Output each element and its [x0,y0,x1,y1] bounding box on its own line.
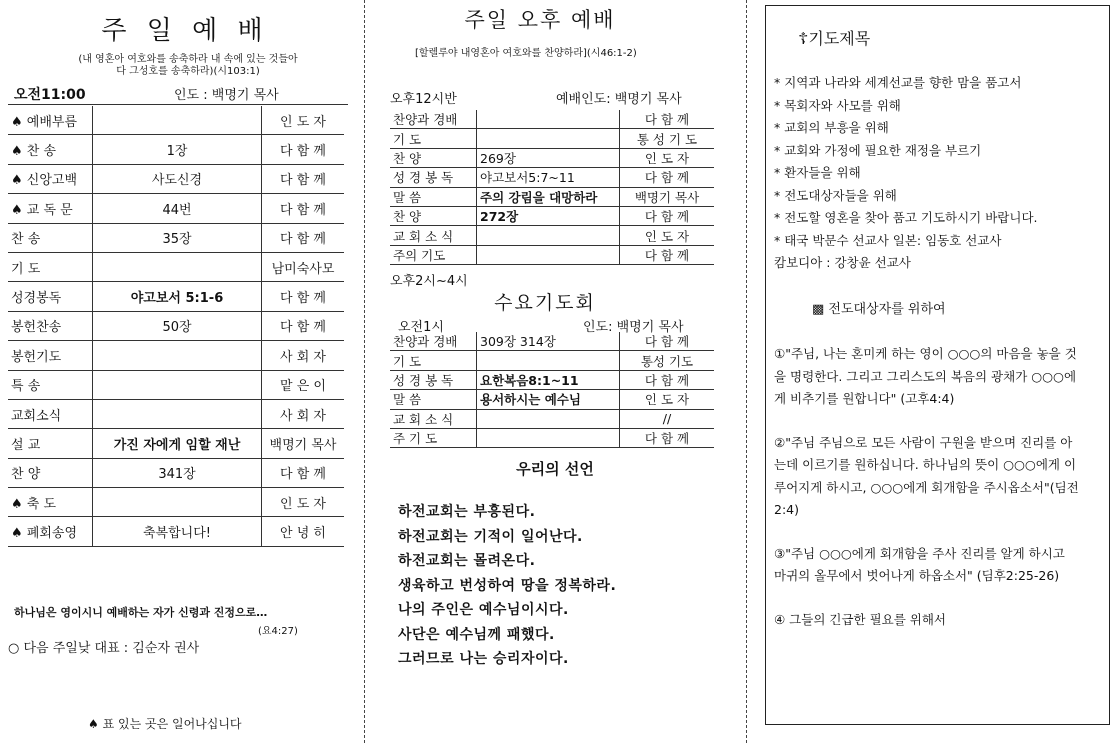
separator-2 [746,0,747,743]
order-by: 다 함 께 [262,282,345,311]
order-row [8,135,344,164]
order-row [390,245,714,264]
order-by: 사 회 자 [262,341,345,370]
order-item: ♠ 찬 송 [8,135,93,164]
order-content [93,488,262,517]
order-item: 교 회 소 식 [390,409,477,428]
order-by: 다 함 께 [620,245,715,264]
order-content: 가진 자에게 임할 재난 [93,429,262,458]
order-item: 교 회 소 식 [390,226,477,245]
evangelism-prayer: ②"주님 주님으로 모든 사람이 구원을 받으며 진리를 아는데 이르기를 원하십니다. 하나님의 뜻이 ○○○에게 이루어지게 하시고, ○○○에게 회개함을 주시옵소서"(딤전2:4) [774,434,1079,517]
left-time: 오전11:00 [14,87,86,103]
order-by: 다 함 께 [262,194,345,223]
order-row [8,488,344,517]
order-row [390,148,714,167]
order-item: 기 도 [8,252,93,281]
order-row [8,399,344,428]
order-by: 남미숙사모 [262,252,345,281]
order-row [8,311,344,340]
wed-order-table [390,332,714,448]
order-by: 통 성 기 도 [620,129,715,148]
order-by: 안 녕 히 [262,517,345,546]
order-row [8,370,344,399]
evangelism-prayer: ①"주님, 나는 혼미케 하는 영이 ○○○의 마음을 놓을 것을 명령한다. 그리고 그리스도의 복음의 광채가 ○○○에게 비추기를 원합니다" (고후4:4) [774,346,1077,406]
order-by: 사 회 자 [262,399,345,428]
order-item: 성경봉독 [8,282,93,311]
order-item: 주의 기도 [390,245,477,264]
declaration-line: 하전교회는 부흥된다. [398,504,536,520]
order-content: 축복합니다! [93,517,262,546]
order-by: 다 함 께 [262,311,345,340]
order-content [93,106,262,135]
order-row [390,409,714,428]
order-content: 50장 [93,311,262,340]
left-subtitle-2: 다 그성호를 송축하라)(시103:1) [116,66,260,77]
order-content: 사도신경 [93,164,262,193]
order-item: 주 기 도 [390,428,477,447]
order-content [477,351,620,370]
order-content: 272장 [477,206,620,225]
order-row [390,351,714,370]
order-item: 말 씀 [390,187,477,206]
order-item: 기 도 [390,351,477,370]
declarations-list [398,500,616,672]
prayer-item: * 전도할 영혼을 찾아 품고 기도하시기 바랍니다. [774,210,1038,225]
middle-time2: 오후2시~4시 [390,274,468,289]
middle-order-table [390,110,714,265]
order-by: 다 함 께 [620,428,715,447]
order-by: 인 도 자 [262,488,345,517]
order-row [8,429,344,458]
order-row [8,223,344,252]
order-content [93,399,262,428]
prayer-item: * 지역과 나라와 세계선교를 향한 맘을 품고서 [774,75,1022,90]
order-by: 다 함 께 [620,370,715,389]
order-item: 찬양과 경배 [390,110,477,129]
order-item: 찬 양 [390,206,477,225]
order-by: 인 도 자 [620,390,715,409]
declaration-line: 나의 주인은 예수님이시다. [398,602,569,618]
order-content: 주의 강림을 대망하라 [477,187,620,206]
order-row [8,458,344,487]
prayer-item: * 목회자와 사모를 위해 [774,97,901,113]
order-item: 봉헌기도 [8,341,93,370]
evangelism-heading: ▩ 전도대상자를 위하여 [812,302,946,317]
order-row [390,110,714,129]
left-order-table [8,106,344,547]
declaration-line: 하전교회는 기적이 일어난다. [398,528,583,545]
prayer-item: 캄보디아 : 강창윤 선교사 [774,255,911,270]
left-footnote: ♠ 표 있는 곳은 일어나십니다 [88,717,242,731]
left-next-rep: ○ 다음 주일낮 대표 : 김순자 권사 [8,641,200,656]
order-by: 백명기 목사 [262,429,345,458]
declaration-line: 그러므로 나는 승리자이다. [398,651,569,667]
order-item: 기 도 [390,129,477,148]
wed-title: 수요기도회 [494,292,596,314]
left-title: 주 일 예 배 [101,16,269,46]
order-row [390,129,714,148]
wed-leader: 인도: 백명기 목사 [583,320,684,335]
left-subtitle-1: (내 영혼아 여호와를 송축하라 내 속에 있는 것들아 [78,54,298,65]
decl-title: 우리의 선언 [516,460,594,478]
order-by: 인 도 자 [620,148,715,167]
order-by: 맡 은 이 [262,370,345,399]
order-row [390,390,714,409]
prayer-title: ☦기도제목 [798,29,871,48]
middle-title: 주일 오후 예배 [464,8,616,32]
order-row [390,428,714,447]
declaration-line: 사단은 예수님께 패했다. [398,626,555,643]
order-content: 341장 [93,458,262,487]
order-by: 인 도 자 [620,226,715,245]
order-content [477,428,620,447]
prayer-items [774,72,1104,275]
order-row [390,206,714,225]
order-content [477,226,620,245]
order-by: 다 함 께 [620,110,715,129]
order-row [8,341,344,370]
order-content [477,110,620,129]
order-content [477,409,620,428]
order-by: // [620,409,715,428]
order-content [477,129,620,148]
order-item: ♠ 교 독 문 [8,194,93,223]
middle-time: 오후12시반 [390,92,457,107]
order-content: 요한복음8:1~11 [477,370,620,389]
middle-leader: 예배인도: 백명기 목사 [556,92,682,107]
order-item: 찬 양 [390,148,477,167]
order-by: 백명기 목사 [620,187,715,206]
left-top-rule [8,104,348,105]
order-content [93,370,262,399]
order-content [93,252,262,281]
order-by: 다 함 께 [262,135,345,164]
order-by: 다 함 께 [262,223,345,252]
prayer-item: * 교회의 부흥을 위해 [774,120,889,135]
declaration-line: 하전교회는 몰려온다. [398,553,536,569]
order-row [390,187,714,206]
declaration-line: 생육하고 번성하여 땅을 정복하라. [398,577,617,594]
order-row [8,282,344,311]
middle-subtitle: [할렐루야 내영혼아 여호와를 찬양하라](시46:1-2) [415,48,637,59]
order-item: 찬 양 [8,458,93,487]
left-verse: 하나님은 영이시니 예배하는 자가 신령과 진정으로… [14,606,268,619]
order-by: 다 함 께 [620,168,715,187]
order-item: 찬 송 [8,223,93,252]
order-item: 교회소식 [8,399,93,428]
order-row [8,252,344,281]
order-item: 말 씀 [390,390,477,409]
order-content: 야고보서5:7~11 [477,168,620,187]
order-content: 35장 [93,223,262,252]
left-verse-ref: (요4:27) [258,626,298,637]
order-row [8,106,344,135]
order-item: 찬양과 경배 [390,332,477,351]
prayer-item: * 태국 박문수 선교사 일본: 임동호 선교사 [774,232,1002,248]
order-item: ♠ 예배부름 [8,106,93,135]
order-row [8,164,344,193]
left-leader: 인도 : 백명기 목사 [174,88,279,103]
order-by: 다 함 께 [620,206,715,225]
prayer-item: * 교회와 가정에 필요한 재정을 부르기 [774,142,982,158]
order-content [93,341,262,370]
order-by: 인 도 자 [262,106,345,135]
order-content: 야고보서 5:1-6 [93,282,262,311]
order-row [8,517,344,546]
order-row [390,332,714,351]
evangelism-prayer: ③"주님 ○○○에게 회개함을 주사 진리를 알게 하시고 마귀의 올무에서 벗어나게 하옵소서" (딤후2:25-26) [774,545,1065,583]
order-item: 설 교 [8,429,93,458]
order-content: 309장 314장 [477,332,620,351]
order-row [390,370,714,389]
evangelism-prayer: ④ 그들의 긴급한 필요를 위해서 [774,611,947,627]
evangelism-prayers [774,343,1080,652]
order-item: ♠ 축 도 [8,488,93,517]
order-row [8,194,344,223]
order-by: 다 함 께 [262,458,345,487]
order-item: 성 경 봉 독 [390,168,477,187]
order-content: 1장 [93,135,262,164]
order-by: 다 함 께 [262,164,345,193]
prayer-item: * 전도대상자들을 위해 [774,187,897,203]
prayer-item: * 환자들을 위해 [774,165,861,180]
wed-time: 오전1시 [398,320,444,335]
order-content: 용서하시는 예수님 [477,390,620,409]
order-item: 성 경 봉 독 [390,370,477,389]
order-content: 44번 [93,194,262,223]
order-row [390,168,714,187]
order-content [477,245,620,264]
order-content: 269장 [477,148,620,167]
order-item: ♠ 신앙고백 [8,164,93,193]
order-item: 특 송 [8,370,93,399]
order-by: 통성 기도 [620,351,715,370]
order-row [390,226,714,245]
order-item: ♠ 폐회송영 [8,517,93,546]
order-by: 다 함 께 [620,332,715,351]
separator-1 [364,0,365,743]
order-item: 봉헌찬송 [8,311,93,340]
